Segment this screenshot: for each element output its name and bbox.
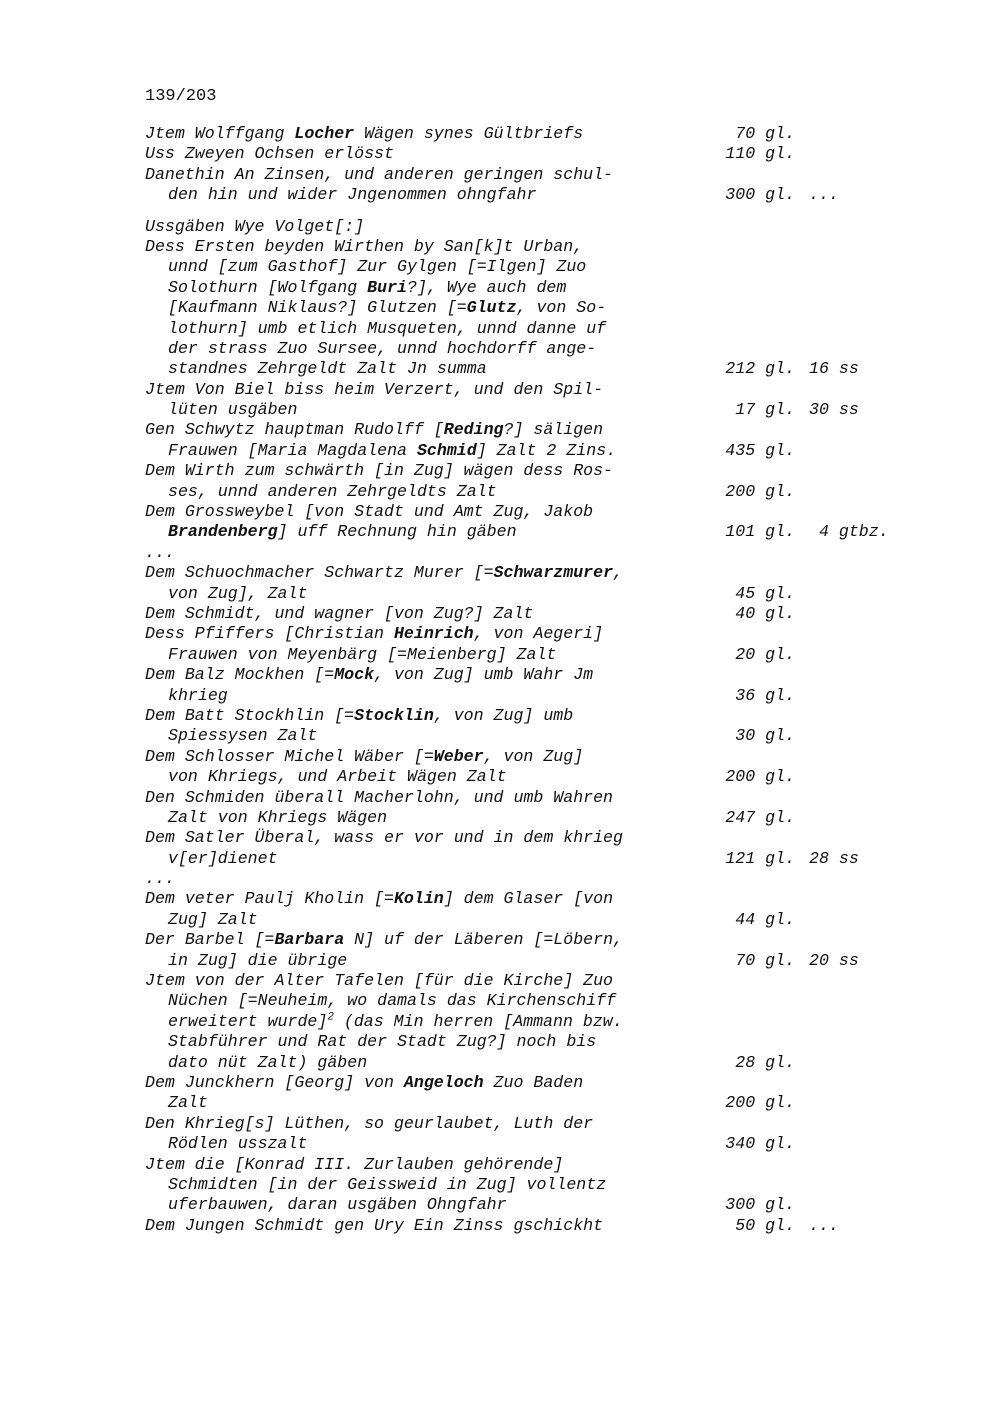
text-segment: in Zug] die übrige <box>168 950 348 970</box>
ledger-line <box>145 1093 975 1113</box>
ledger-line <box>145 869 975 889</box>
ledger-line <box>145 910 975 930</box>
amount-secondary: 30 ss <box>809 400 859 420</box>
text-segment: Zalt <box>168 1093 208 1113</box>
ledger-text <box>145 563 623 583</box>
ledger-text <box>145 144 394 164</box>
text-segment: , von So- <box>516 298 607 318</box>
ledger-text <box>145 339 596 359</box>
ledger-text <box>145 1134 307 1154</box>
amount: 30 gl. <box>735 726 795 746</box>
text-segment: Wägen synes Gültbriefs <box>354 124 584 143</box>
text-segment: , von Zug] <box>483 746 584 766</box>
ledger-line <box>145 522 975 542</box>
text-segment: (das Min herren [Ammann bzw. <box>333 1011 623 1031</box>
ledger-text <box>145 849 278 869</box>
bold-name: Schwarzmurer <box>493 563 614 583</box>
ledger-text <box>145 1073 583 1093</box>
text-segment: Frauwen von Meyenbärg [=Meienberg] Zalt <box>168 644 557 664</box>
ledger-line <box>145 889 975 909</box>
text-segment: Dem veter Paulj Kholin [= <box>145 889 394 909</box>
text-segment: Dem Wirth zum schwärth [in Zug] wägen dess Ros- <box>145 461 614 481</box>
text-segment: uferbauwen, daran usgäben Ohngfahr <box>168 1195 507 1215</box>
ledger-entries <box>145 124 975 1236</box>
text-segment: ] uff Rechnung hin gäben <box>277 522 517 542</box>
amount: 17 gl. <box>735 400 795 420</box>
ledger-text <box>145 930 623 950</box>
text-segment: Den Khrieg[s] Lüthen, so geurlaubet, Luth der <box>145 1113 594 1133</box>
bold-name: Barbara <box>274 930 345 950</box>
ledger-text <box>145 124 583 144</box>
ledger-text <box>145 1155 563 1175</box>
text-segment: , von Zug] umb <box>433 705 574 725</box>
ledger-text <box>145 1175 606 1195</box>
amount-secondary: 4 gtbz. <box>809 522 889 542</box>
text-segment: lothurn] umb etlich Musqueten, unnd danne uf <box>168 318 607 338</box>
ledger-line <box>145 482 975 502</box>
text-segment: Jtem Wolffgang <box>145 124 295 143</box>
amount: 50 gl. <box>735 1215 795 1235</box>
bold-name: Glutz <box>466 298 517 318</box>
ledger-line <box>145 257 975 277</box>
ledger-text <box>145 1114 593 1134</box>
bold-name: Mock <box>334 665 375 685</box>
amount: 300 gl. <box>725 1195 795 1215</box>
text-segment: Jtem von der Alter Tafelen [für die Kirche] Zuo <box>145 971 614 991</box>
ledger-line <box>145 849 975 869</box>
ledger-text <box>145 217 364 237</box>
ledger-line <box>145 726 975 746</box>
text-segment: Dess Ersten beyden Wirthen by San[k]t Urban, <box>145 236 584 256</box>
ledger-text <box>145 706 573 726</box>
text-segment: Dem Grossweybel [von Stadt und Amt Zug, Jakob <box>145 502 594 522</box>
ledger-line <box>145 930 975 950</box>
ledger-line <box>145 237 975 257</box>
ledger-text <box>145 257 586 277</box>
bold-name: Reding <box>443 420 504 440</box>
ledger-text <box>145 502 593 522</box>
ledger-text <box>145 185 536 205</box>
ledger-text <box>145 910 258 930</box>
ledger-text <box>145 420 603 440</box>
amount: 247 gl. <box>725 807 795 827</box>
text-segment: Schmidten [in der Geissweid in Zug] vollentz <box>168 1174 607 1194</box>
ledger-line <box>145 461 975 481</box>
ledger-line <box>145 1155 975 1175</box>
amount: 36 gl. <box>735 685 795 705</box>
ledger-text <box>145 604 533 624</box>
text-segment: Dem Schmidt, und wagner [von Zug?] Zalt <box>145 603 534 623</box>
amount-secondary: 20 ss <box>809 950 859 970</box>
amount: 200 gl. <box>725 1093 795 1113</box>
bold-name: Locher <box>294 124 355 143</box>
ledger-line <box>145 1073 975 1093</box>
ledger-line <box>145 380 975 400</box>
ledger-text <box>145 1216 603 1236</box>
text-segment: Ussgäben Wye Volget[:] <box>145 216 365 236</box>
ledger-line <box>145 1216 975 1236</box>
text-segment: Dem Satler Überal, wass er vor und in dem khrieg <box>145 828 623 848</box>
ledger-text <box>145 869 175 889</box>
text-segment: von Khriegs, und Arbeit Wägen Zalt <box>168 767 507 787</box>
text-segment: Rödlen usszalt <box>168 1134 308 1154</box>
ledger-line <box>145 1053 975 1073</box>
ledger-line <box>145 808 975 828</box>
text-segment: lüten usgäben <box>168 400 298 420</box>
ledger-text <box>145 522 517 542</box>
text-segment: Dem Batt Stockhlin [= <box>145 705 355 725</box>
bold-name: Kolin <box>393 889 444 909</box>
text-segment: standnes Zehrgeldt Zalt Jn summa <box>168 359 487 379</box>
amount-secondary: 16 ss <box>809 359 859 379</box>
text-segment: Frauwen [Maria Magdalena <box>168 440 417 460</box>
ledger-line <box>145 319 975 339</box>
ledger-text <box>145 400 297 420</box>
ledger-line <box>145 991 975 1011</box>
ledger-line <box>145 767 975 787</box>
text-segment: Jtem die [Konrad III. Zurlauben gehörende] <box>145 1154 564 1174</box>
amount: 121 gl. <box>725 848 795 868</box>
text-segment: unnd [zum Gasthof] Zur Gylgen [=Ilgen] Zuo <box>168 257 587 277</box>
text-segment: , von Aegeri] <box>473 624 604 644</box>
amount: 70 gl. <box>735 124 795 143</box>
amount: 212 gl. <box>725 359 795 379</box>
ledger-line <box>145 185 975 205</box>
amount: 28 gl. <box>735 1052 795 1072</box>
ledger-text <box>145 665 593 685</box>
amount: 200 gl. <box>725 481 795 501</box>
text-segment: khrieg <box>168 685 228 705</box>
ledger-line <box>145 502 975 522</box>
ledger-text <box>145 237 583 257</box>
text-segment: Danethin An Zinsen, und anderen geringen schul- <box>145 164 614 184</box>
ledger-line <box>145 604 975 624</box>
ledger-line <box>145 828 975 848</box>
text-segment: ?], Wye auch dem <box>407 277 567 297</box>
ledger-line <box>145 441 975 461</box>
ledger-line <box>145 1134 975 1154</box>
ledger-text <box>145 767 507 787</box>
bold-name: Buri <box>367 277 408 297</box>
ledger-text <box>145 991 616 1011</box>
amount: 40 gl. <box>735 603 795 623</box>
ledger-text <box>145 1032 596 1052</box>
text-segment: Gen Schwytz hauptman Rudolff [ <box>145 420 444 440</box>
ledger-line <box>145 665 975 685</box>
text-segment: Uss Zweyen Ochsen erlösst <box>145 144 394 164</box>
ledger-line <box>145 124 975 144</box>
text-segment: [Kaufmann Niklaus?] Glutzen [= <box>168 298 467 318</box>
text-segment: Den Schmiden überall Macherlohn, und umb Wahren <box>145 787 614 807</box>
ledger-text <box>145 1093 208 1113</box>
text-segment: ses, unnd anderen Zehrgeldts Zalt <box>168 481 497 501</box>
ledger-text <box>145 808 387 828</box>
text-segment: ... <box>145 542 175 562</box>
ledger-line <box>145 584 975 604</box>
ledger-line <box>145 543 975 563</box>
bold-name: Weber <box>433 746 484 766</box>
amount: 44 gl. <box>735 909 795 929</box>
text-segment: , <box>613 563 623 583</box>
ledger-line <box>145 788 975 808</box>
text-segment: Zug] Zalt <box>168 909 258 929</box>
ledger-line <box>145 1195 975 1215</box>
text-segment: Nüchen [=Neuheim, wo damals das Kirchenschiff <box>168 991 617 1011</box>
ledger-text <box>145 645 556 665</box>
ledger-line <box>145 1012 975 1032</box>
ledger-text <box>145 747 583 767</box>
ledger-text <box>145 1053 367 1073</box>
ledger-text <box>145 686 228 706</box>
amount-secondary: ... <box>809 185 839 205</box>
ledger-line <box>145 1175 975 1195</box>
text-segment: Dem Balz Mockhen [= <box>145 665 335 685</box>
text-segment: Dess Pfiffers [Christian <box>145 624 394 644</box>
text-segment: v[er]dienet <box>168 848 278 868</box>
ledger-line <box>145 706 975 726</box>
amount: 435 gl. <box>725 440 795 460</box>
footnote-marker: 2 <box>327 1011 334 1024</box>
text-segment: N] uf der Läberen [=Löbern, <box>344 930 623 950</box>
ledger-line <box>145 686 975 706</box>
ledger-line <box>145 298 975 318</box>
ledger-line <box>145 747 975 767</box>
bold-name: Brandenberg <box>168 522 278 542</box>
ledger-line <box>145 645 975 665</box>
ledger-text <box>145 951 347 971</box>
ledger-text <box>145 319 606 339</box>
ledger-line <box>145 1032 975 1052</box>
ledger-text <box>145 543 175 563</box>
amount-secondary: ... <box>809 1215 839 1235</box>
ledger-text <box>145 165 613 185</box>
text-segment: Dem Jungen Schmidt gen Ury Ein Zinss gschickht <box>145 1215 604 1235</box>
ledger-line <box>145 1114 975 1134</box>
ledger-text <box>145 278 566 298</box>
amount: 70 gl. <box>735 950 795 970</box>
bold-name: Schmid <box>416 440 477 460</box>
amount: 45 gl. <box>735 583 795 603</box>
text-segment: Solothurn [Wolfgang <box>168 277 368 297</box>
text-segment: Der Barbel [= <box>145 930 275 950</box>
bold-name: Heinrich <box>393 624 474 644</box>
ledger-text <box>145 971 613 991</box>
text-segment: ... <box>145 869 175 889</box>
text-segment: ] dem Glaser [von <box>443 889 614 909</box>
text-segment: Dem Junckhern [Georg] von <box>145 1072 404 1092</box>
amount: 300 gl. <box>725 185 795 205</box>
amount: 200 gl. <box>725 767 795 787</box>
text-segment: Spiessysen Zalt <box>168 726 318 746</box>
ledger-text <box>145 298 606 318</box>
bold-name: Angeloch <box>403 1072 484 1092</box>
amount: 101 gl. <box>725 522 795 542</box>
ledger-text <box>145 441 616 461</box>
ledger-text <box>145 1195 507 1215</box>
text-segment: den hin und wider Jngenommen ohngfahr <box>168 185 537 205</box>
ledger-text <box>145 359 487 379</box>
ledger-text <box>145 584 307 604</box>
bold-name: Stocklin <box>354 705 434 725</box>
ledger-line <box>145 951 975 971</box>
ledger-line <box>145 359 975 379</box>
text-segment: Dem Schuochmacher Schwartz Murer [= <box>145 563 494 583</box>
ledger-line <box>145 339 975 359</box>
text-segment: Dem Schlosser Michel Wäber [= <box>145 746 434 766</box>
ledger-line <box>145 624 975 644</box>
ledger-line <box>145 217 975 237</box>
page-number: 139/203 <box>145 87 217 106</box>
text-segment: Stabführer und Rat der Stadt Zug?] noch bis <box>168 1032 597 1052</box>
ledger-text <box>145 461 613 481</box>
ledger-line <box>145 165 975 185</box>
amount: 20 gl. <box>735 644 795 664</box>
ledger-text <box>145 828 623 848</box>
ledger-line <box>145 420 975 440</box>
ledger-text <box>145 624 603 644</box>
ledger-text <box>145 788 613 808</box>
ledger-line <box>145 144 975 164</box>
amount: 110 gl. <box>725 144 795 164</box>
ledger-text <box>145 889 613 909</box>
ledger-text <box>145 380 603 400</box>
amount: 340 gl. <box>725 1134 795 1154</box>
text-segment: ?] säligen <box>503 420 604 440</box>
ledger-line <box>145 400 975 420</box>
text-segment: Zalt von Khriegs Wägen <box>168 807 388 827</box>
text-segment: Zuo Baden <box>483 1072 584 1092</box>
ledger-text <box>145 1012 623 1032</box>
text-segment: , von Zug] umb Wahr Jm <box>374 665 594 685</box>
ledger-line <box>145 971 975 991</box>
text-segment: Jtem Von Biel biss heim Verzert, und den Spil- <box>145 379 604 399</box>
ledger-line <box>145 563 975 583</box>
text-segment: ] Zalt 2 Zins. <box>476 440 617 460</box>
amount-secondary: 28 ss <box>809 848 859 868</box>
ledger-text <box>145 482 497 502</box>
ledger-text <box>145 726 317 746</box>
text-segment: erweitert wurde] <box>168 1011 328 1031</box>
text-segment: von Zug], Zalt <box>168 583 308 603</box>
ledger-line <box>145 278 975 298</box>
text-segment: der strass Zuo Sursee, unnd hochdorff ange- <box>168 338 597 358</box>
text-segment: dato nüt Zalt) gäben <box>168 1052 368 1072</box>
